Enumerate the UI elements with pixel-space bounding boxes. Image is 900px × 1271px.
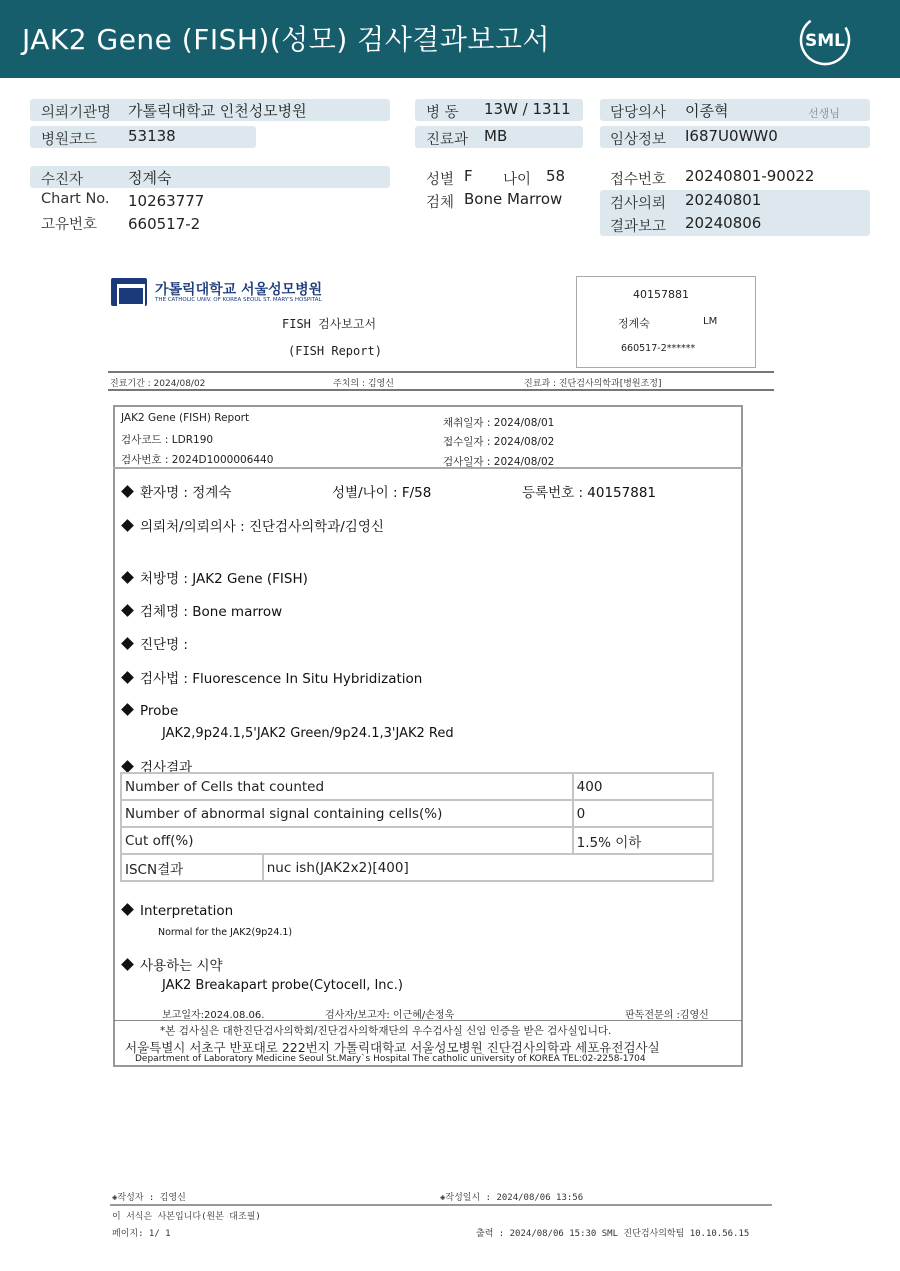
report-header — [0, 0, 900, 78]
sex-value: F — [464, 167, 473, 185]
report-head: JAK2 Gene (FISH) Report — [121, 412, 250, 424]
visit-doctor: 주치의 : 김영신 — [333, 379, 394, 389]
result-heading: 검사결과 — [123, 756, 192, 776]
interpretation-heading: Interpretation — [123, 903, 233, 919]
table-row — [121, 800, 713, 827]
request-value: 20240801 — [685, 191, 762, 209]
reagent-value: JAK2 Breakapart probe(Cytocell, Inc.) — [162, 978, 403, 993]
prescription-line: 처방명 : JAK2 Gene (FISH) — [123, 567, 308, 587]
svg-text:SML: SML — [805, 31, 845, 51]
table-row — [121, 773, 713, 800]
print-info: 출력 : 2024/08/06 15:30 SML 진단검사의학팀 10.10.56.15 — [476, 1229, 750, 1239]
receipt-value: 20240801-90022 — [685, 167, 815, 185]
hospital-subtitle: THE CATHOLIC UNIV. OF KOREA SEOUL ST. MARY'S HOSPITAL — [155, 297, 322, 303]
table-cell: Number of abnormal signal containing cells(%) — [121, 800, 573, 827]
table-cell: Cut off(%) — [121, 827, 573, 854]
hospital-code-label: 병원코드 — [41, 132, 98, 148]
specimen-line: 검체명 : Bone marrow — [123, 600, 282, 620]
table-cell: 400 — [573, 773, 713, 800]
dept-label: 진료과 — [426, 132, 469, 148]
page-number: 페이지: 1/ 1 — [112, 1229, 171, 1239]
specimen-label: 검체 — [426, 195, 455, 211]
report-date-label: 결과보고 — [610, 219, 667, 235]
chart-value: 10263777 — [128, 192, 205, 210]
report-title: FISH 검사보고서 — [282, 317, 377, 331]
receive-date: 접수일자 : 2024/08/02 — [443, 436, 555, 448]
reagent-heading: 사용하는 시약 — [123, 954, 223, 974]
requester-line: 의뢰처/의뢰의사 : 진단검사의학과/김영신 — [123, 515, 384, 535]
diamond-icon — [121, 671, 134, 684]
receipt-label: 접수번호 — [610, 172, 667, 188]
table-cell: 0 — [573, 800, 713, 827]
copy-note: 이 서식은 사본입니다(원본 대조필) — [112, 1212, 261, 1222]
page-title: JAK2 Gene (FISH)(성모) 검사결과보고서 — [22, 23, 551, 56]
certification-note: *본 검사실은 대한진단검사의학회/진단검사의학재단의 우수검사실 신임 인증을 받은 검사실입니다. — [160, 1025, 612, 1037]
uid-label: 고유번호 — [41, 217, 98, 233]
request-label: 검사의뢰 — [610, 196, 667, 212]
scanned-report — [100, 268, 790, 1228]
chart-label: Chart No. — [41, 191, 110, 207]
sml-logo-icon — [798, 13, 852, 67]
divider — [108, 371, 774, 373]
written-at: ◈작성일시 : 2024/08/06 13:56 — [440, 1193, 584, 1203]
id-number: 40157881 — [633, 288, 689, 301]
doctor-label: 담당의사 — [610, 105, 667, 121]
id-name: 정계숙 — [618, 317, 650, 330]
examiner: 검사자/보고자: 이근혜/손정욱 — [325, 1010, 455, 1021]
clinical-label: 임상정보 — [610, 132, 667, 148]
hospital-name: 가톨릭대학교 서울성모병원 — [155, 282, 323, 298]
table-cell: Number of Cells that counted — [121, 773, 573, 800]
author: ◈작성자 : 김영신 — [112, 1193, 186, 1203]
id-ward: LM — [703, 316, 718, 327]
hospital-code-value: 53138 — [128, 127, 176, 145]
diamond-icon — [121, 958, 134, 971]
patient-id-box — [576, 276, 756, 368]
probe-heading: Probe — [123, 703, 178, 719]
collect-date: 채취일자 : 2024/08/01 — [443, 417, 555, 429]
diamond-icon — [121, 637, 134, 650]
hospital-logo-icon — [111, 278, 147, 306]
institution-label: 의뢰기관명 — [41, 105, 112, 121]
age-label: 나이 — [503, 172, 532, 188]
report-date-value: 20240806 — [685, 214, 762, 232]
lab-address-en: Department of Laboratory Medicine Seoul St.Mary`s Hospital The catholic university of KOREA TEL:02-2258-1704 — [135, 1054, 646, 1064]
diamond-icon — [121, 485, 134, 498]
doctor-suffix: 선생님 — [808, 107, 840, 120]
divider — [113, 467, 743, 469]
probe-value: JAK2,9p24.1,5'JAK2 Green/9p24.1,3'JAK2 Red — [162, 726, 454, 741]
specialist: 판독전문의 :김영신 — [625, 1010, 709, 1021]
diamond-icon — [121, 703, 134, 716]
ward-value: 13W / 1311 — [484, 100, 571, 118]
doctor-value: 이종혁 — [685, 102, 729, 120]
uid-value: 660517-2 — [128, 215, 201, 233]
diamond-icon — [121, 903, 134, 916]
clinical-value: I687U0WW0 — [685, 127, 778, 145]
diamond-icon — [121, 571, 134, 584]
test-code: 검사코드 : LDR190 — [121, 434, 214, 446]
diamond-icon — [121, 604, 134, 617]
iscn-value: nuc ish(JAK2x2)[400] — [263, 854, 713, 881]
divider — [110, 1204, 772, 1206]
diamond-icon — [121, 760, 134, 773]
id-rrn: 660517-2****** — [621, 343, 696, 354]
patient-value: 정계숙 — [128, 169, 172, 187]
iscn-label: ISCN결과 — [121, 854, 263, 881]
visit-dept: 진료과 : 진단검사의학과[병원조정] — [524, 379, 662, 389]
sex-age-line: 성별/나이 : F/58 — [332, 485, 432, 501]
divider — [108, 389, 774, 391]
registration-line: 등록번호 : 40157881 — [522, 485, 657, 501]
institution-value: 가톨릭대학교 인천성모병원 — [128, 102, 307, 120]
result-table — [120, 772, 714, 882]
lab-address: 서울특별시 서초구 반포대로 222번지 가톨릭대학교 서울성모병원 진단검사의학과 세포유전검사실 — [125, 1040, 660, 1055]
specimen-value: Bone Marrow — [464, 190, 563, 208]
diamond-icon — [121, 519, 134, 532]
table-row — [121, 827, 713, 854]
exam-date: 검사일자 : 2024/08/02 — [443, 456, 555, 468]
method-line: 검사법 : Fluorescence In Situ Hybridization — [123, 667, 422, 687]
patient-label: 수진자 — [41, 172, 84, 188]
table-row — [121, 854, 713, 881]
patient-bar — [30, 166, 390, 188]
diagnosis-line: 진단명 : — [123, 633, 188, 653]
dept-value: MB — [484, 127, 508, 145]
sex-label: 성별 — [426, 172, 455, 188]
report-title-en: (FISH Report) — [288, 344, 382, 358]
test-number: 검사번호 : 2024D1000006440 — [121, 454, 274, 466]
report-date: 보고일자:2024.08.06. — [162, 1010, 265, 1021]
table-cell: 1.5% 이하 — [573, 827, 713, 854]
age-value: 58 — [546, 167, 566, 185]
patient-line: 환자명 : 정계숙 — [123, 481, 231, 501]
ward-label: 병 동 — [426, 105, 459, 121]
visit-date: 진료기간 : 2024/08/02 — [110, 379, 206, 389]
interpretation-value: Normal for the JAK2(9p24.1) — [158, 927, 293, 938]
divider — [113, 1020, 743, 1021]
